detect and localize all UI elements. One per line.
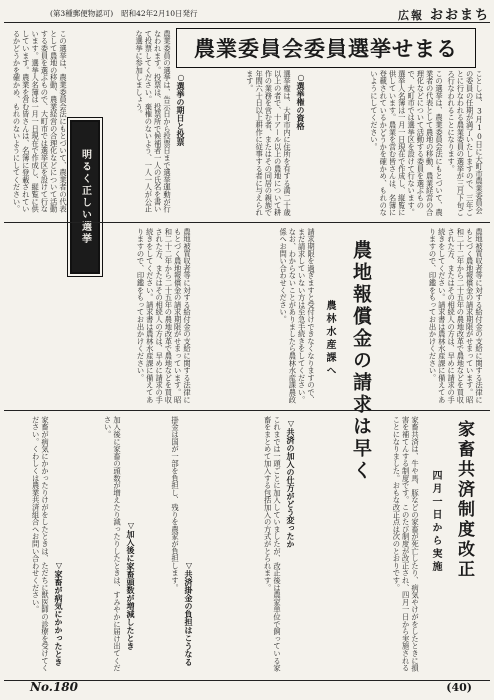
farmland-body: 農地被買収者等に対する給付金の支給に関する法律にもとづく農地報償金の請求期限がせまっています。昭和二十二年から二十五年の農地改革で農地などを買収された方、またはその相続人の方は、早めに請求の手続きをしてください。請求書は農林水産課に備えてありますので、印鑑をもってお出かけください。 [428,228,484,404]
main-headline: 農業委員会委員選挙せまる [176,28,476,68]
farmland-body-2: 請求期限を過ぎますと受付けできなくなりますので、まだ請求していない方は至急手続きをしてください。なお、わからないことがありましたら農林水産課農政係へお問い合わせください。 [279,228,316,404]
livestock-title: 家畜共済制度改正 [454,420,474,580]
livestock-body-3: 掛金は国が一部を負担し、残りを農家が負担します。 [171,416,180,592]
livestock-body-5: 家畜が病気にかかったりけがをしたときは、ただちに獣医師の診療を受けてください。くわしくは農業共済組合へお問い合わせください。 [31,416,50,672]
livestock-body-4: 加入後に家畜の頭数が増えたり減ったりしたときは、すみやかに届け出てください。 [103,416,122,672]
election-lead: ことしは、3月10日に大町市農業委員会の委員の任期が満了いたしますので、三年ごとに行なわれる農業委員の選挙が三月下旬ごろ行なわれることになります。 [447,70,484,216]
election-body: この選挙は、農業委員会法にもとづいて、農業者の代表として農地の移動、農業経営の合理化などについて活動する委員を選ぶもので、大町市では選挙区を設けて行ないます。選挙人名簿は一月一日現在で作成し、縦覧に供しています。農業を営む皆さんは、名簿に登載されているかどうかを確かめ、もれのないようにしてください。 [369,70,444,216]
page-header [4,4,490,23]
publication-name [398,4,490,23]
livestock-sub-premium: ▽共済掛金の負担はこうなる [184,560,194,666]
livestock-subtitle: 四月一日から実施 [430,470,441,574]
election-body-2: 選挙権は、大町市内に住所を有する満二十歳以上の者で、十アール以上の農地について耕作の業務を営む者、またはその同居の親族で年間六十日以上耕作に従事する者に与えられます。 [245,70,292,216]
election-sub-qualification: ○選挙権の資格 [296,72,306,130]
issue-number: No.180 [30,680,78,694]
livestock-body-2: これまでは一頭ごとに加入していましたが、改正後は農家単位で飼っている家畜をまとめて加入する包括加入の方式がとられます。 [263,416,282,672]
section-divider-2 [4,410,490,411]
farmland-body-3: 農地被買収者等に対する給付金の支給に関する法律にもとづく農地報償金の請求期限がせまっています。昭和二十二年から二十五年の農地改革で農地などを買収された方、またはその相続人の方は、早めに請求の手続きをしてください。請求書は農林水産課に備えてありますので、印鑑をもってお出かけください。 [136,228,192,404]
livestock-sub-headcount: ▽加入後に家畜頭数が増減したとき [126,520,136,650]
issue-date: 昭和42年2月10日発行 [121,8,198,18]
election-body-3: 農業委員の選挙は、告示日から投票日まで選挙運動が行なわれます。投票は、投票所で候補者一人の氏名を書いて投票してください。棄権のないよう、一人一人が公正な選挙に参加しましょう。 [135,30,172,213]
town-name: おおまち [429,7,490,23]
brand-label: 広報 [397,8,424,22]
livestock-sub-enrollment: ▽共済の加入の仕方がどう変ったか [286,418,296,548]
page-number: (40) [446,681,472,694]
issue-note: (第3種郵便物認可) [50,8,114,18]
election-sub-voting: ○選挙の期日と投票 [176,72,186,146]
livestock-sub-illness: ▽家畜が病気にかかったとき [54,560,64,666]
section-divider-1 [4,222,490,223]
election-banner: 明るく正しい選挙 [70,120,100,274]
farmland-title: 農地報償金の請求は早く [350,240,372,482]
livestock-body: 家畜共済は、牛や馬、豚などの家畜が死亡したり、病気やけがをしたときに損害を補てんする制度です。このたび制度が改正され、四月一日から実施されることになりました。おもな改正点は次のとおりです。 [392,416,420,672]
farmland-byline: 農林水産課へ [324,300,335,378]
election-body-4: この選挙は、農業委員会法にもとづいて、農業者の代表として農地の移動、農業経営の合理化などについて活動する委員を選ぶもので、大町市では選挙区を設けて行ないます。選挙人名簿は一月一日現在で作成し、縦覧に供しています。農業を営む皆さんは、名簿に登載されているかどうかを確かめ、もれのないようにしてください。 [12,30,68,213]
